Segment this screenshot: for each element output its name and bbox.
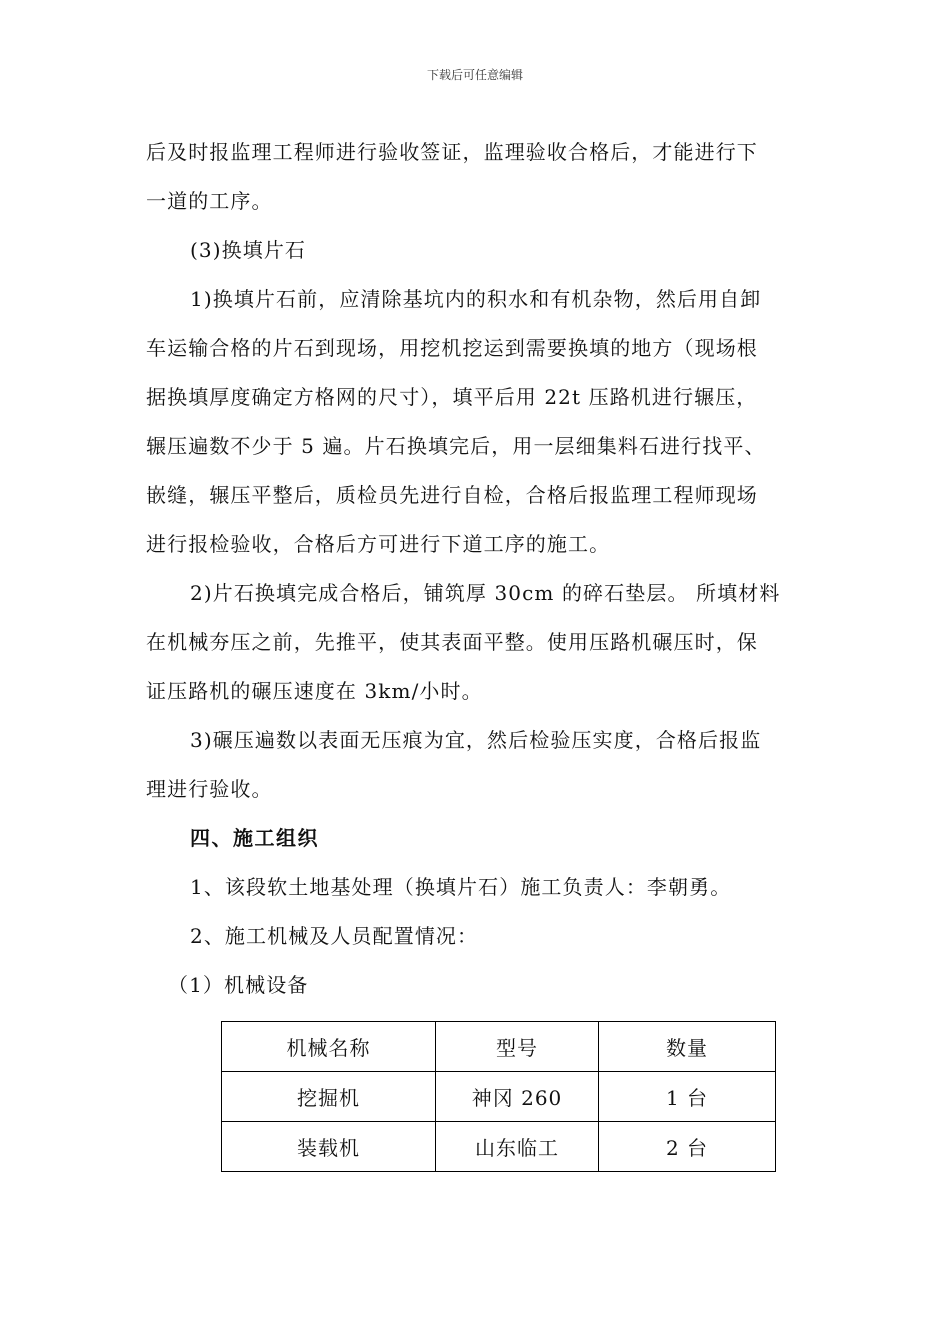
paragraph-line: 车运输合格的片石到现场，用挖机挖运到需要换填的地方（现场根 <box>146 336 758 360</box>
table-cell: 1 台 <box>599 1072 776 1122</box>
paragraph-line: 证压路机的碾压速度在 3km/小时。 <box>146 679 483 703</box>
paragraph-line: 嵌缝，辗压平整后，质检员先进行自检，合格后报监理工程师现场 <box>146 483 758 507</box>
table-cell: 挖掘机 <box>222 1072 436 1122</box>
paragraph-line: 1、该段软土地基处理（换填片石）施工负责人：李朝勇。 <box>190 875 732 899</box>
table-header-cell: 机械名称 <box>222 1022 436 1072</box>
paragraph-line: 后及时报监理工程师进行验收签证，监理验收合格后，才能进行下 <box>146 140 758 164</box>
paragraph-line: 在机械夯压之前，先推平，使其表面平整。使用压路机碾压时，保 <box>146 630 758 654</box>
subsection-title: （1）机械设备 <box>168 973 309 997</box>
section-heading: 四、施工组织 <box>190 826 319 850</box>
paragraph-line: 据换填厚度确定方格网的尺寸），填平后用 22t 压路机进行辗压， <box>146 385 758 409</box>
paragraph-line: 进行报检验收，合格后方可进行下道工序的施工。 <box>146 532 611 556</box>
paragraph-line: 理进行验收。 <box>146 777 273 801</box>
paragraph-line: 1)换填片石前，应清除基坑内的积水和有机杂物，然后用自卸 <box>190 287 762 311</box>
table-header-cell: 型号 <box>436 1022 599 1072</box>
paragraph-line: 一道的工序。 <box>146 189 273 213</box>
table-cell: 装载机 <box>222 1122 436 1172</box>
table-row <box>222 1122 776 1172</box>
paragraph-line: 辗压遍数不少于 5 遍。片石换填完后，用一层细集料石进行找平、 <box>146 434 766 458</box>
table-cell: 山东临工 <box>436 1122 599 1172</box>
paragraph-line: 3)碾压遍数以表面无压痕为宜，然后检验压实度，合格后报监 <box>190 728 762 752</box>
document-body <box>146 128 796 1010</box>
section-subtitle: (3)换填片石 <box>190 238 307 262</box>
table-cell: 2 台 <box>599 1122 776 1172</box>
table-cell: 神冈 260 <box>436 1072 599 1122</box>
page-header-note: 下载后可任意编辑 <box>426 68 523 82</box>
equipment-table <box>221 1021 776 1172</box>
paragraph-line: 2)片石换填完成合格后，铺筑厚 30cm 的碎石垫层。 所填材料 <box>190 581 781 605</box>
table-row <box>222 1072 776 1122</box>
paragraph-line: 2、施工机械及人员配置情况： <box>190 924 479 948</box>
table-header-cell: 数量 <box>599 1022 776 1072</box>
table-header-row <box>222 1022 776 1072</box>
